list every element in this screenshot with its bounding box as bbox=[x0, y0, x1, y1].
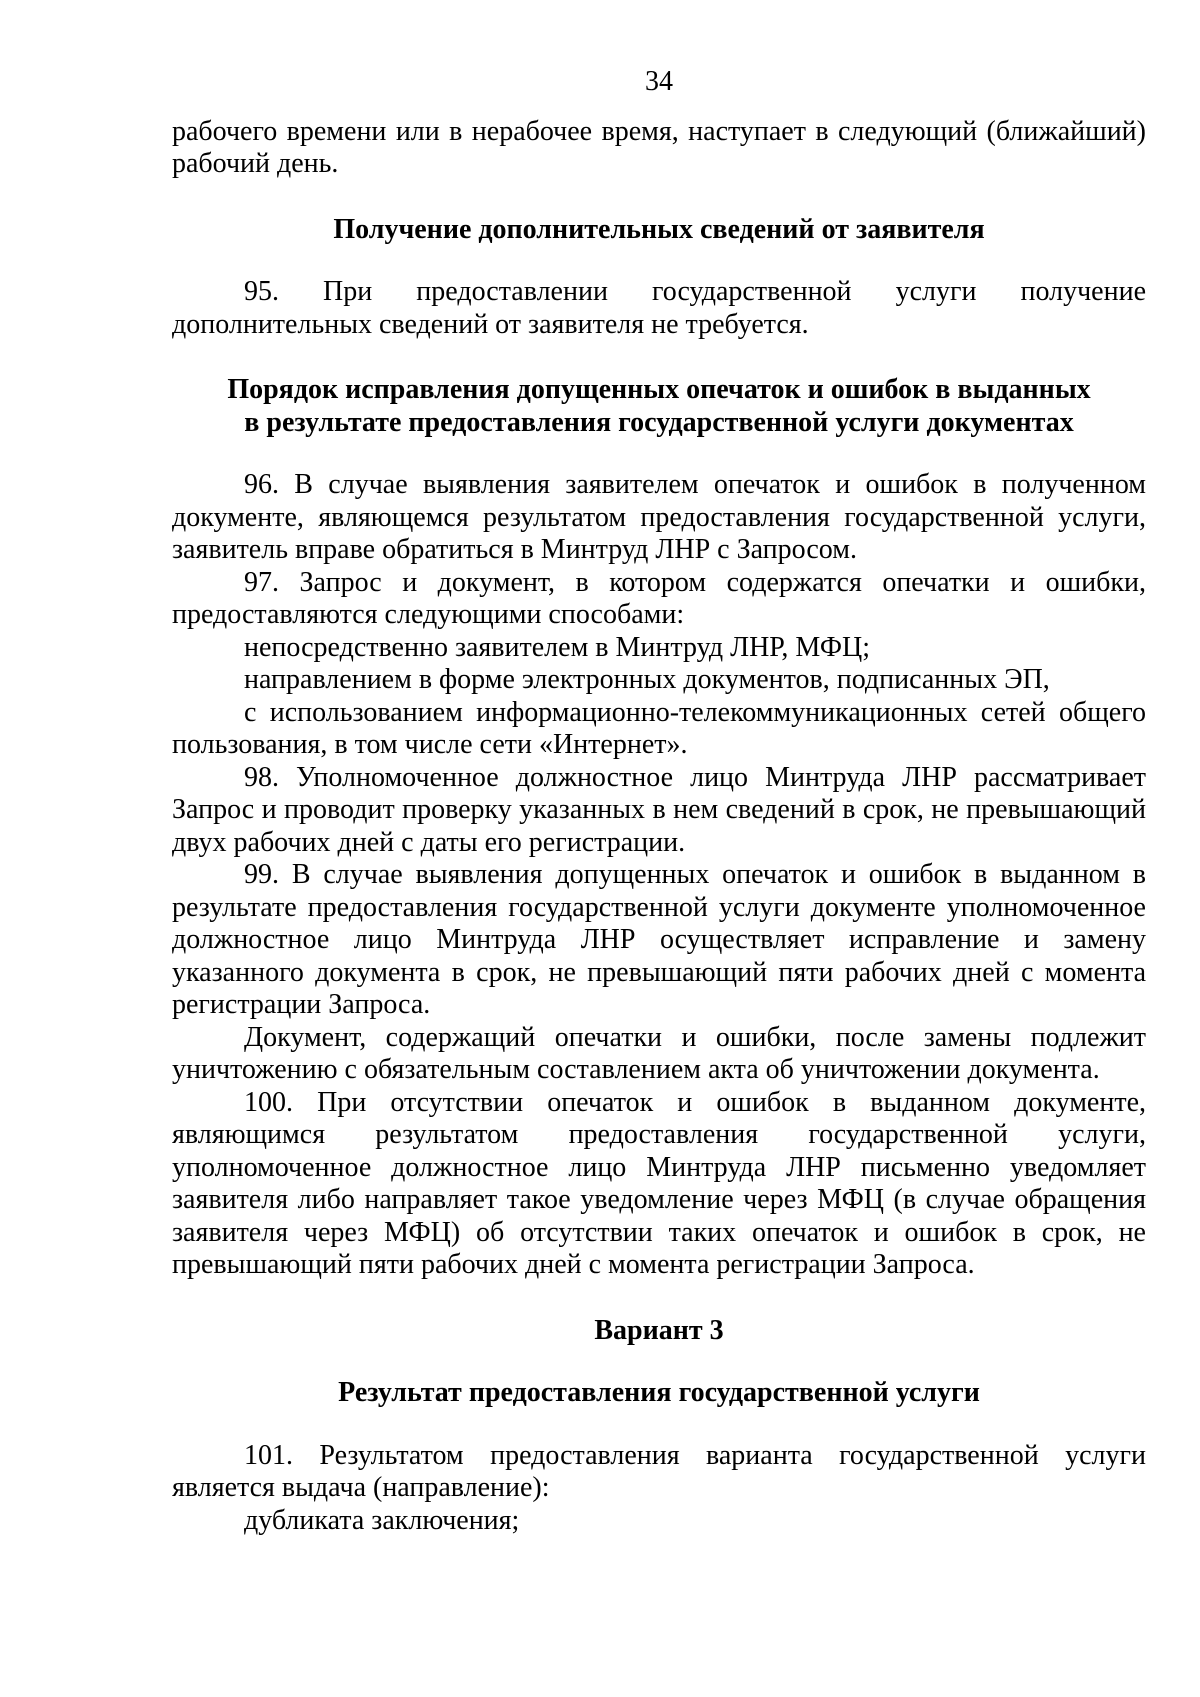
paragraph-98: 98. Уполномоченное должностное лицо Минтруда ЛНР рассматривает Запрос и проводит проверку указанных в нем сведений в срок, не превышающий двух рабочих дней с даты его регистрации. bbox=[172, 761, 1146, 858]
paragraph-95: 95. При предоставлении государственной услуги получение дополнительных сведений от заявителя не требуется. bbox=[172, 276, 1146, 340]
paragraph-97-item-a: непосредственно заявителем в Минтруд ЛНР, МФЦ; bbox=[244, 631, 871, 663]
page-number: 34 bbox=[645, 66, 673, 97]
document-page bbox=[172, 66, 1146, 1537]
section-heading-corrections-line-2: в результате предоставления государственной услуги документах bbox=[244, 406, 1074, 438]
paragraph-97-item-b: направлением в форме электронных документов, подписанных ЭП, bbox=[244, 664, 1050, 695]
section-heading-result: Результат предоставления государственной услуги bbox=[338, 1377, 980, 1408]
paragraph-101-item-a: дубликата заключения; bbox=[244, 1504, 520, 1536]
section-heading-variant-3: Вариант 3 bbox=[594, 1314, 724, 1346]
paragraph-97-item-c: с использованием информационно-телекоммуникационных сетей общего пользования, в том числе сети «Интернет». bbox=[172, 696, 1146, 760]
paragraph-101: 101. Результатом предоставления варианта государственной услуги является выдача (направление): bbox=[172, 1439, 1146, 1503]
section-heading-additional-info: Получение дополнительных сведений от заявителя bbox=[333, 213, 985, 245]
paragraph-99: 99. В случае выявления допущенных опечаток и ошибок в выданном в результате предоставления государственной услуги документе уполномоченное должностное лицо Минтруда ЛНР осуществляет исправление и замену указанного документа в срок, не превышающий пяти рабочих дней с момента регистрации Запроса. bbox=[172, 859, 1146, 1020]
paragraph-continuation: рабочего времени или в нерабочее время, наступает в следующий (ближайший) рабочий день. bbox=[172, 115, 1146, 179]
paragraph-100: 100. При отсутствии опечаток и ошибок в выданном документе, являющимся результатом предоставления государственной услуги, уполномоченное должностное лицо Минтруда ЛНР письменно уведомляет заявителя либо направляет такое уведомление через МФЦ (в случае обращения заявителя через МФЦ) об отсутствии таких опечаток и ошибок в срок, не превышающий пяти рабочих дней с момента регистрации Запроса. bbox=[172, 1086, 1146, 1280]
paragraph-99-continuation: Документ, содержащий опечатки и ошибки, после замены подлежит уничтожению с обязательным составлением акта об уничтожении документа. bbox=[172, 1021, 1146, 1085]
paragraph-97: 97. Запрос и документ, в котором содержатся опечатки и ошибки, предоставляются следующими способами: bbox=[172, 566, 1146, 630]
paragraph-96: 96. В случае выявления заявителем опечаток и ошибок в полученном документе, являющемся результатом предоставления государственной услуги, заявитель вправе обратиться в Минтруд ЛНР с Запросом. bbox=[172, 469, 1146, 565]
section-heading-corrections-line-1: Порядок исправления допущенных опечаток и ошибок в выданных bbox=[227, 374, 1091, 405]
section-heading-corrections bbox=[172, 374, 1146, 439]
